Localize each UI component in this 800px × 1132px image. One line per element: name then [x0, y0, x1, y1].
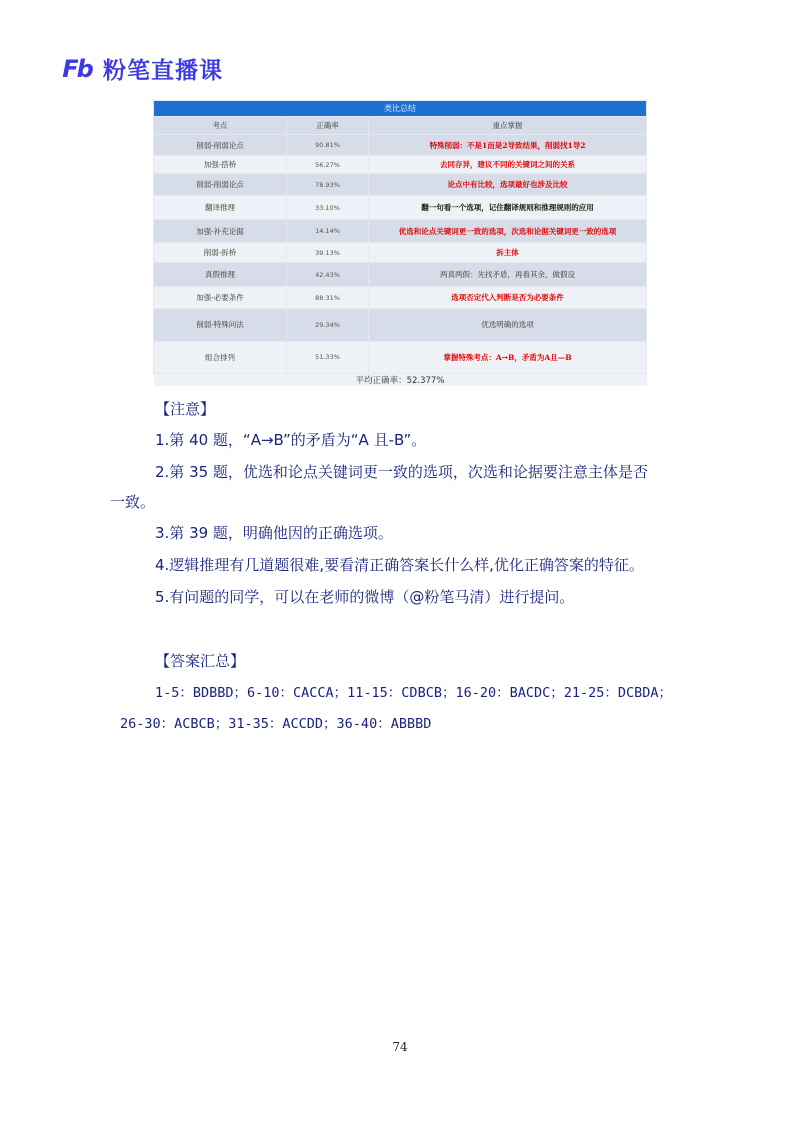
- notice-line-1: 1.第 40 题，“A→B”的矛盾为“A 且-B”。: [155, 431, 427, 449]
- summary-table: [153, 100, 647, 386]
- table-row: [154, 243, 647, 263]
- answers-heading: 【答案汇总】: [155, 652, 246, 670]
- table-row: [154, 156, 647, 174]
- table-row: [154, 219, 647, 242]
- average-rate: 平均正确率：52.377%: [154, 374, 647, 387]
- answers-line-2: 26-30：ACBCB；31-35：ACCDD；36-40：ABBBD: [120, 716, 432, 732]
- rate-cell: 78.93%: [287, 174, 369, 196]
- notice-line-3: 3.第 39 题，明确他因的正确选项。: [155, 524, 393, 542]
- rate-cell: 42.43%: [287, 263, 369, 286]
- key-point-cell: 选项否定代入判断是否为必要条件: [369, 286, 647, 308]
- topic-cell: 削弱-削弱论点: [154, 174, 287, 196]
- table-body: [154, 135, 647, 374]
- topic-cell: 削弱-削弱论点: [154, 135, 287, 156]
- key-point-cell: 优选明确的选项: [369, 309, 647, 341]
- key-point-cell: 翻一句看一个选项，记住翻译规则和推理规则的应用: [369, 196, 647, 219]
- table-row: [154, 263, 647, 286]
- key-point-cell: 特殊削弱：不是1而是2导致结果，削弱找1导2: [369, 135, 647, 156]
- topic-cell: 削弱-拆桥: [154, 243, 287, 263]
- key-point-cell: 优选和论点关键词更一致的选项，次选和论据关键词更一致的选项: [369, 219, 647, 242]
- table-row: [154, 174, 647, 196]
- key-point-cell: 两真两假：先找矛盾，再看其余，做假设: [369, 263, 647, 286]
- brand-logo: [57, 52, 223, 85]
- page-number: 74: [392, 1040, 408, 1054]
- topic-cell: 加强-搭桥: [154, 156, 287, 174]
- notice-heading: 【注意】: [155, 400, 216, 418]
- logo-text: 粉笔直播课: [103, 58, 223, 84]
- table-row: [154, 309, 647, 341]
- rate-cell: 56.27%: [287, 156, 369, 174]
- topic-cell: 翻译推理: [154, 196, 287, 219]
- table-row: [154, 196, 647, 219]
- key-point-cell: 论点中有比较，选项最好也涉及比较: [369, 174, 647, 196]
- topic-cell: 加强-必要条件: [154, 286, 287, 308]
- table-row: [154, 135, 647, 156]
- column-header-topic: 考点: [154, 117, 287, 135]
- rate-cell: 88.31%: [287, 286, 369, 308]
- fb-logo-icon: Fb: [62, 54, 92, 83]
- topic-cell: 削弱-特殊问法: [154, 309, 287, 341]
- notice-line-5: 5.有问题的同学，可以在老师的微博（@粉笔马清）进行提问。: [155, 588, 575, 606]
- key-point-cell: 拆主体: [369, 243, 647, 263]
- rate-cell: 29.34%: [287, 309, 369, 341]
- topic-cell: 真假推理: [154, 263, 287, 286]
- rate-cell: 33.10%: [287, 196, 369, 219]
- rate-cell: 39.13%: [287, 243, 369, 263]
- topic-cell: 组合排列: [154, 341, 287, 373]
- rate-cell: 90.81%: [287, 135, 369, 156]
- key-point-cell: 去同存异，建议不同的关键词之间的关系: [369, 156, 647, 174]
- column-header-key-points: 重点掌握: [369, 117, 647, 135]
- table-title: 类比总结: [154, 101, 647, 117]
- column-header-rate: 正确率: [287, 117, 369, 135]
- key-point-cell: 掌握特殊考点：A→B，矛盾为A且—B: [369, 341, 647, 373]
- answers-line-1: 1-5：BDBBD；6-10：CACCA；11-15：CDBCB；16-20：BACDC；21-25：DCBDA；: [155, 685, 673, 701]
- notice-line-4: 4.逻辑推理有几道题很难,要看清正确答案长什么样,优化正确答案的特征。: [155, 556, 644, 574]
- notice-line-2: 2.第 35 题，优选和论点关键词更一致的选项，次选和论据要注意主体是否: [155, 463, 648, 481]
- rate-cell: 14.14%: [287, 219, 369, 242]
- table-row: [154, 341, 647, 373]
- table-row: [154, 286, 647, 308]
- notice-line-2-cont: 一致。: [110, 493, 156, 511]
- rate-cell: 51.33%: [287, 341, 369, 373]
- topic-cell: 加强-补充论据: [154, 219, 287, 242]
